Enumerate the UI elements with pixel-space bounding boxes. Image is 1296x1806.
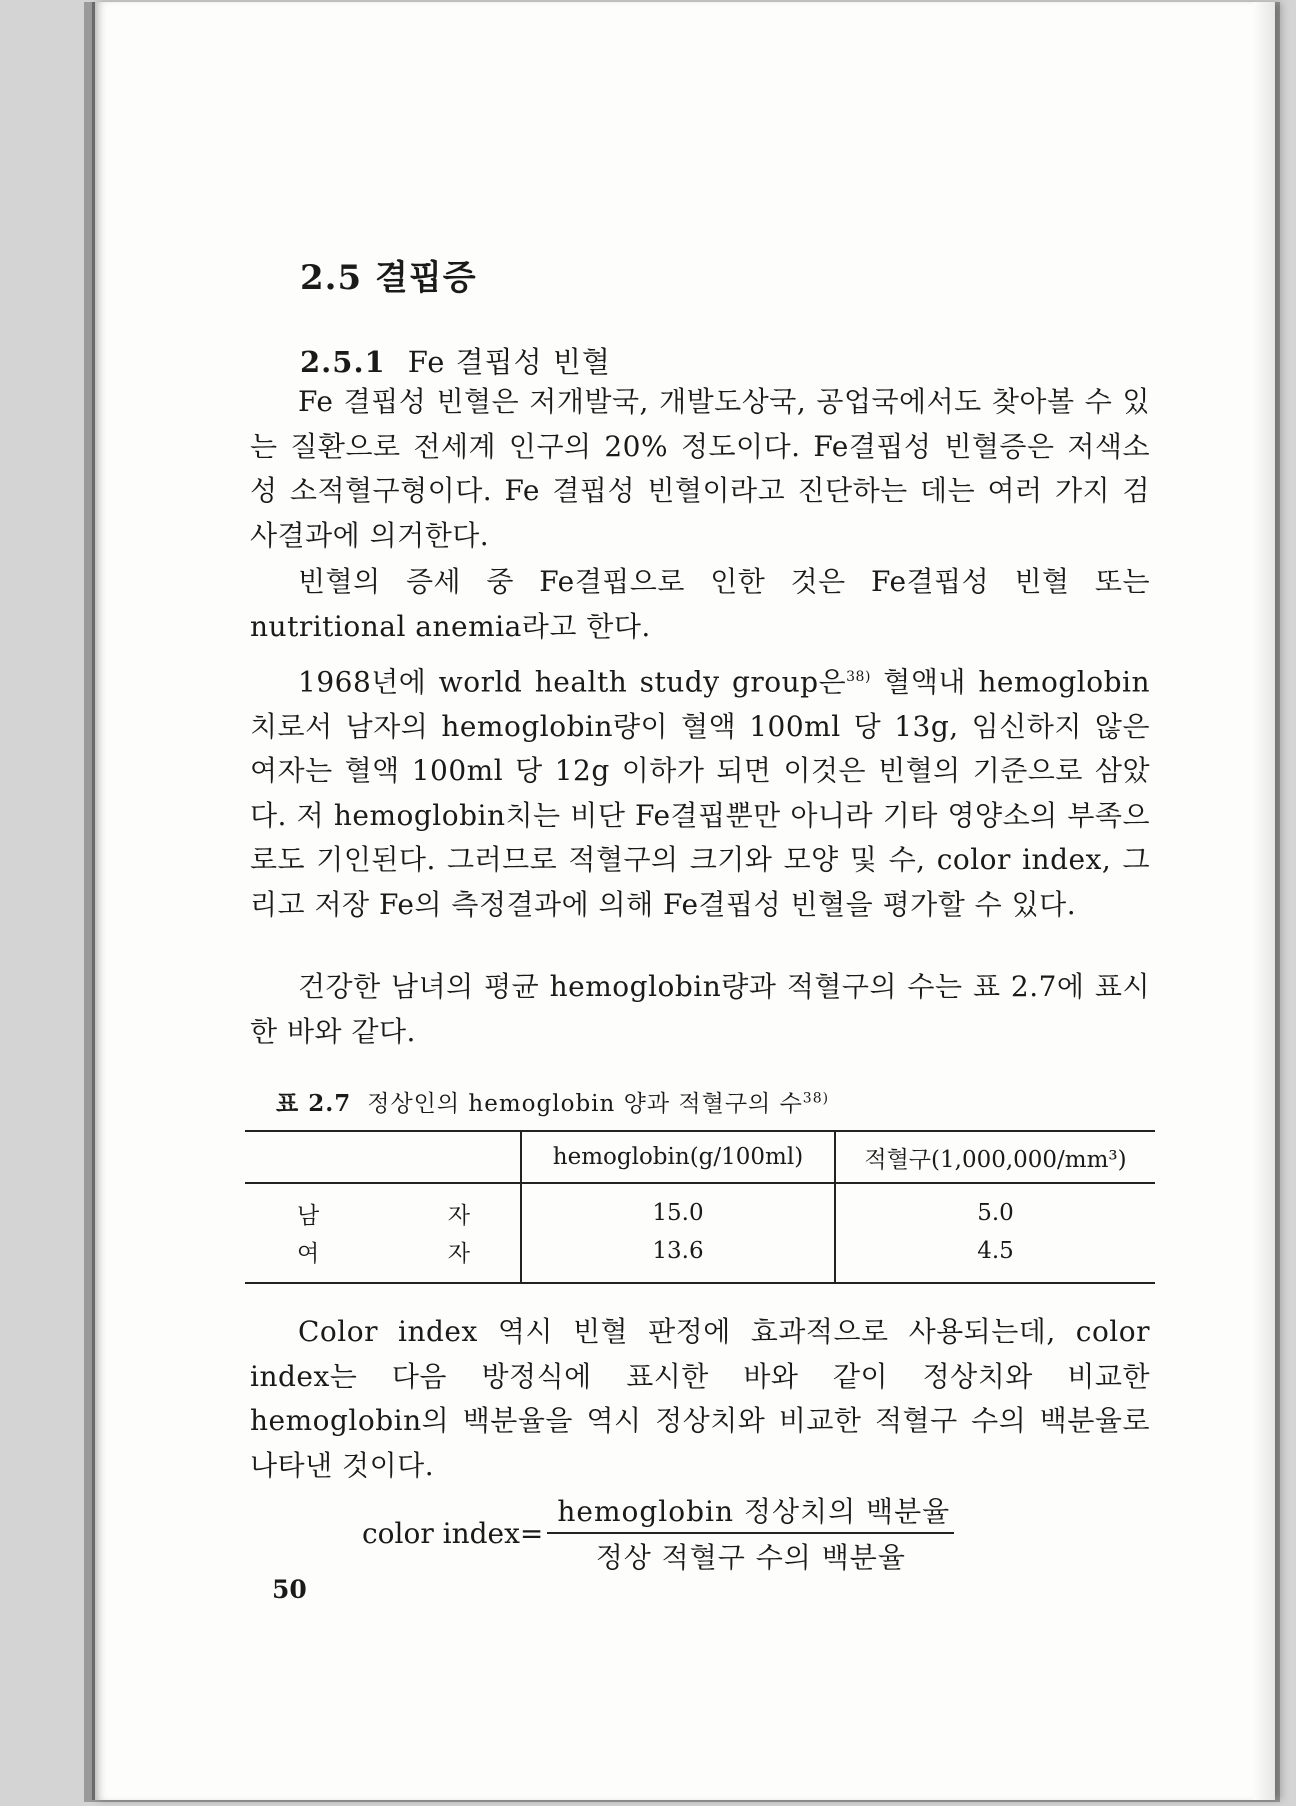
subsection-heading	[300, 340, 611, 381]
table-cell: 5.0	[835, 1183, 1155, 1232]
table-row-label	[245, 1183, 521, 1232]
paragraph-2: 빈혈의 증세 중 Fe결핍으로 인한 것은 Fe결핍성 빈혈 또는 nutritional anemia라고 한다.	[250, 565, 1150, 643]
table-cell: 15.0	[521, 1183, 835, 1232]
formula-lhs: color index=	[362, 1516, 544, 1550]
table-caption	[276, 1085, 829, 1118]
table-cell: 4.5	[835, 1232, 1155, 1283]
table-caption-reference: 38)	[802, 1090, 830, 1107]
subsection-number: 2.5.1	[300, 345, 386, 379]
table-row-label	[245, 1232, 521, 1283]
row-label-part: 남	[297, 1202, 320, 1229]
hemoglobin-table	[245, 1130, 1155, 1284]
paragraph-3-start: 1968년에 world health study group은	[298, 665, 847, 699]
table-row	[245, 1183, 1155, 1232]
formula-fraction	[547, 1490, 954, 1576]
table-header-cell: hemoglobin(g/100ml)	[521, 1131, 835, 1183]
paragraph-5: Color index 역시 빈혈 판정에 효과적으로 사용되는데, color index는 다음 방정식에 표시한 바와 같이 정상치와 비교한 hemoglobin의 백분율을 역시 정상치와 비교한 적혈구 수의 백분율로 나타낸 것이다.	[250, 1315, 1150, 1482]
page-number: 50	[272, 1575, 307, 1604]
row-label-part: 자	[447, 1240, 470, 1267]
paragraph-4: 건강한 남녀의 평균 hemoglobin량과 적혈구의 수는 표 2.7에 표시한 바와 같다.	[250, 970, 1150, 1048]
formula-numerator: hemoglobin 정상치의 백분율	[547, 1490, 954, 1534]
subsection-title: Fe 결핍성 빈혈	[407, 345, 611, 379]
table-header-row	[245, 1131, 1155, 1183]
table-caption-text: 정상인의 hemoglobin 양과 적혈구의 수	[367, 1091, 803, 1117]
section-title: 결핍증	[375, 258, 477, 298]
color-index-formula	[362, 1490, 954, 1576]
row-label-part: 자	[447, 1202, 470, 1229]
page-edge	[1253, 2, 1275, 1800]
formula-denominator: 정상 적혈구 수의 백분율	[595, 1541, 906, 1574]
section-number: 2.5	[300, 258, 363, 298]
table-header-cell	[245, 1131, 521, 1183]
paragraph-3-rest: 혈액내 hemoglobin치로서 남자의 hemoglobin량이 혈액 100ml 당 13g, 임신하지 않은 여자는 혈액 100ml 당 12g 이하가 되면 이것은 빈혈의 기준으로 삼았다. 저 hemoglobin치는 비단 Fe결핍뿐만 아니라 기타 영양소의 부족으로도 기인된다. 그러므로 적혈구의 크기와 모양 및 수, color index, 그리고 저장 Fe의 측정결과에 의해 Fe결핍성 빈혈을 평가할 수 있다.	[250, 665, 1150, 921]
table-row	[245, 1232, 1155, 1283]
table-caption-label: 표 2.7	[276, 1090, 352, 1117]
row-label-part: 여	[297, 1240, 320, 1267]
reference-marker: 38)	[846, 669, 871, 685]
section-heading	[300, 250, 477, 299]
paragraph-3	[250, 655, 1150, 927]
paragraph-1: Fe 결핍성 빈혈은 저개발국, 개발도상국, 공업국에서도 찾아볼 수 있는 질환으로 전세계 인구의 20% 정도이다. Fe결핍성 빈혈증은 저색소성 소적혈구형이다. Fe 결핍성 빈혈이라고 진단하는 데는 여러 가지 검사결과에 의거한다.	[250, 385, 1150, 552]
table-cell: 13.6	[521, 1232, 835, 1283]
table-header-cell: 적혈구(1,000,000/mm³)	[835, 1131, 1155, 1183]
